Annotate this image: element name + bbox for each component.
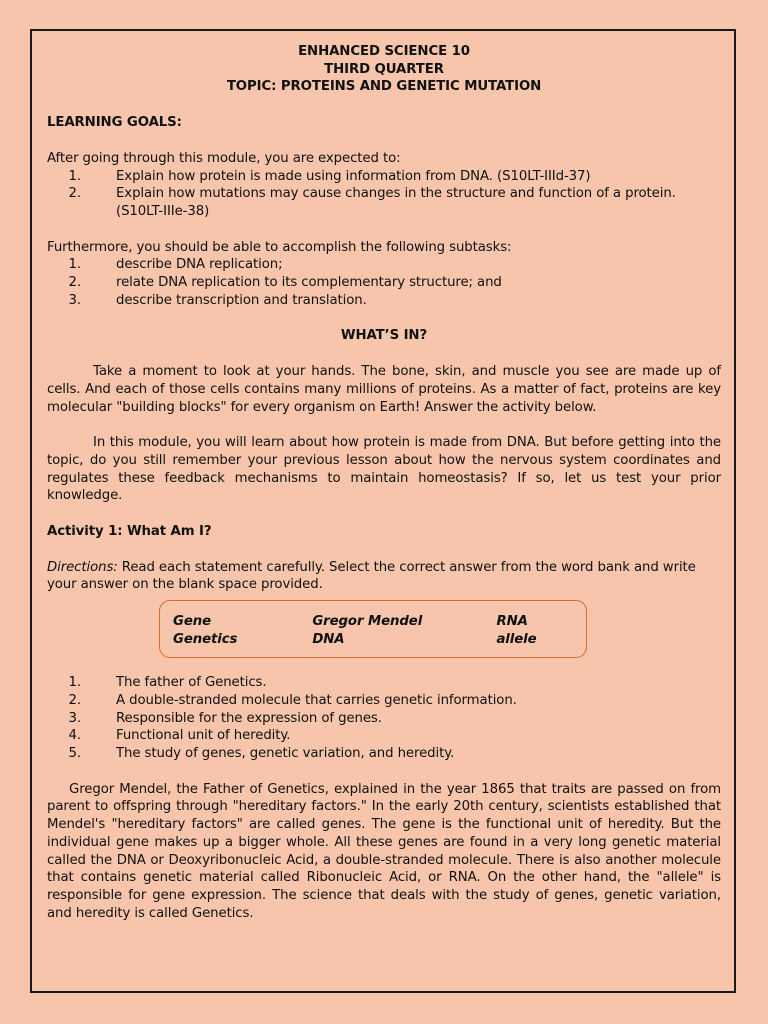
- list-number: 3.: [68, 710, 81, 726]
- list-item: [47, 274, 721, 292]
- list-text: Explain how mutations may cause changes in the structure and function of a protein. (S10LT-IIIe-38): [116, 186, 676, 219]
- list-number: 1.: [68, 675, 81, 691]
- list-item: [47, 692, 721, 710]
- word-bank-row: [173, 631, 586, 649]
- whats-in-paragraph-2: In this module, you will learn about how protein is made from DNA. But before getting into the topic, do you still remember your previous lesson about how the nervous system coordinates and regulates these feedback mechanisms to maintain homeostasis? If so, let us test your prior knowledge.: [47, 435, 721, 504]
- closing-paragraph: Gregor Mendel, the Father of Genetics, explained in the year 1865 that traits are passed on from parent to offspring through "hereditary factors." In the early 20th century, scientists established that Mendel's "hereditary factors" are called genes. The gene is the functional unit of heredity. But the individual gene makes up a bigger whole. All these genes are found in a very long genetic material called the DNA or Deoxyribonucleic Acid, a double-stranded molecule. There is also another molecule that contains genetic material called Ribonucleic Acid, or RNA. On the other hand, the "allele" is responsible for gene expression. The science that deals with the study of genes, genetic variation, and heredity is called Genetics.: [47, 781, 721, 921]
- list-item: [47, 745, 721, 763]
- header-topic: TOPIC: PROTEINS AND GENETIC MUTATION: [226, 79, 542, 95]
- word-bank-term: RNA: [496, 614, 528, 630]
- list-item: [47, 292, 721, 310]
- word-bank: [159, 600, 587, 658]
- list-text: relate DNA replication to its complementary structure; and: [116, 275, 502, 291]
- list-number: 2.: [68, 186, 81, 202]
- word-bank-term: Gregor Mendel: [312, 614, 423, 630]
- directions-text: Read each statement carefully. Select the correct answer from the word bank and write your answer on the blank space provided.: [47, 559, 696, 593]
- module-content: [47, 43, 721, 922]
- word-bank-term: DNA: [312, 631, 345, 647]
- list-number: 5.: [68, 745, 81, 761]
- subtasks-intro: Furthermore, you should be able to accomplish the following subtasks:: [47, 239, 512, 255]
- activity-question-list: [47, 674, 721, 763]
- list-text: describe transcription and translation.: [116, 292, 367, 308]
- list-text: The father of Genetics.: [116, 675, 267, 691]
- list-text: Explain how protein is made using information from DNA. (S10LT-IIId-37): [116, 168, 591, 184]
- list-item: [47, 710, 721, 728]
- header-quarter: THIRD QUARTER: [324, 61, 444, 77]
- list-number: 2.: [68, 692, 81, 708]
- list-item: [47, 727, 721, 745]
- list-number: 4.: [68, 728, 81, 744]
- learning-goals-list: [47, 168, 721, 221]
- learning-goals-intro: After going through this module, you are expected to:: [47, 150, 401, 166]
- whats-in-paragraph-1: Take a moment to look at your hands. The bone, skin, and muscle you see are made up of cells. And each of those cells contains many millions of proteins. As a matter of fact, proteins are key molecular "building blocks" for every organism on Earth! Answer the activity below.: [47, 364, 721, 415]
- list-text: A double-stranded molecule that carries genetic information.: [116, 692, 517, 708]
- whats-in-heading: WHAT’S IN?: [340, 328, 428, 344]
- word-bank-term: Genetics: [173, 631, 238, 647]
- subtasks-list: [47, 256, 721, 309]
- list-item: [47, 256, 721, 274]
- list-text: Functional unit of heredity.: [116, 728, 291, 744]
- list-item: [47, 674, 721, 692]
- list-item: [47, 168, 721, 186]
- activity-directions: [47, 559, 721, 594]
- activity-title: Activity 1: What Am I?: [47, 524, 212, 540]
- list-number: 3.: [68, 292, 81, 308]
- word-bank-row: [173, 613, 586, 631]
- list-number: 2.: [68, 275, 81, 291]
- list-item: [47, 185, 721, 220]
- list-number: 1.: [68, 257, 81, 273]
- header-subject: ENHANCED SCIENCE 10: [298, 44, 470, 59]
- list-number: 1.: [68, 168, 81, 184]
- directions-label: Directions:: [47, 559, 118, 575]
- list-text: Responsible for the expression of genes.: [116, 710, 382, 726]
- list-text: describe DNA replication;: [116, 257, 283, 273]
- word-bank-term: Gene: [173, 614, 212, 630]
- word-bank-term: allele: [496, 631, 537, 647]
- list-text: The study of genes, genetic variation, and heredity.: [116, 745, 455, 761]
- learning-goals-heading: LEARNING GOALS:: [47, 115, 182, 131]
